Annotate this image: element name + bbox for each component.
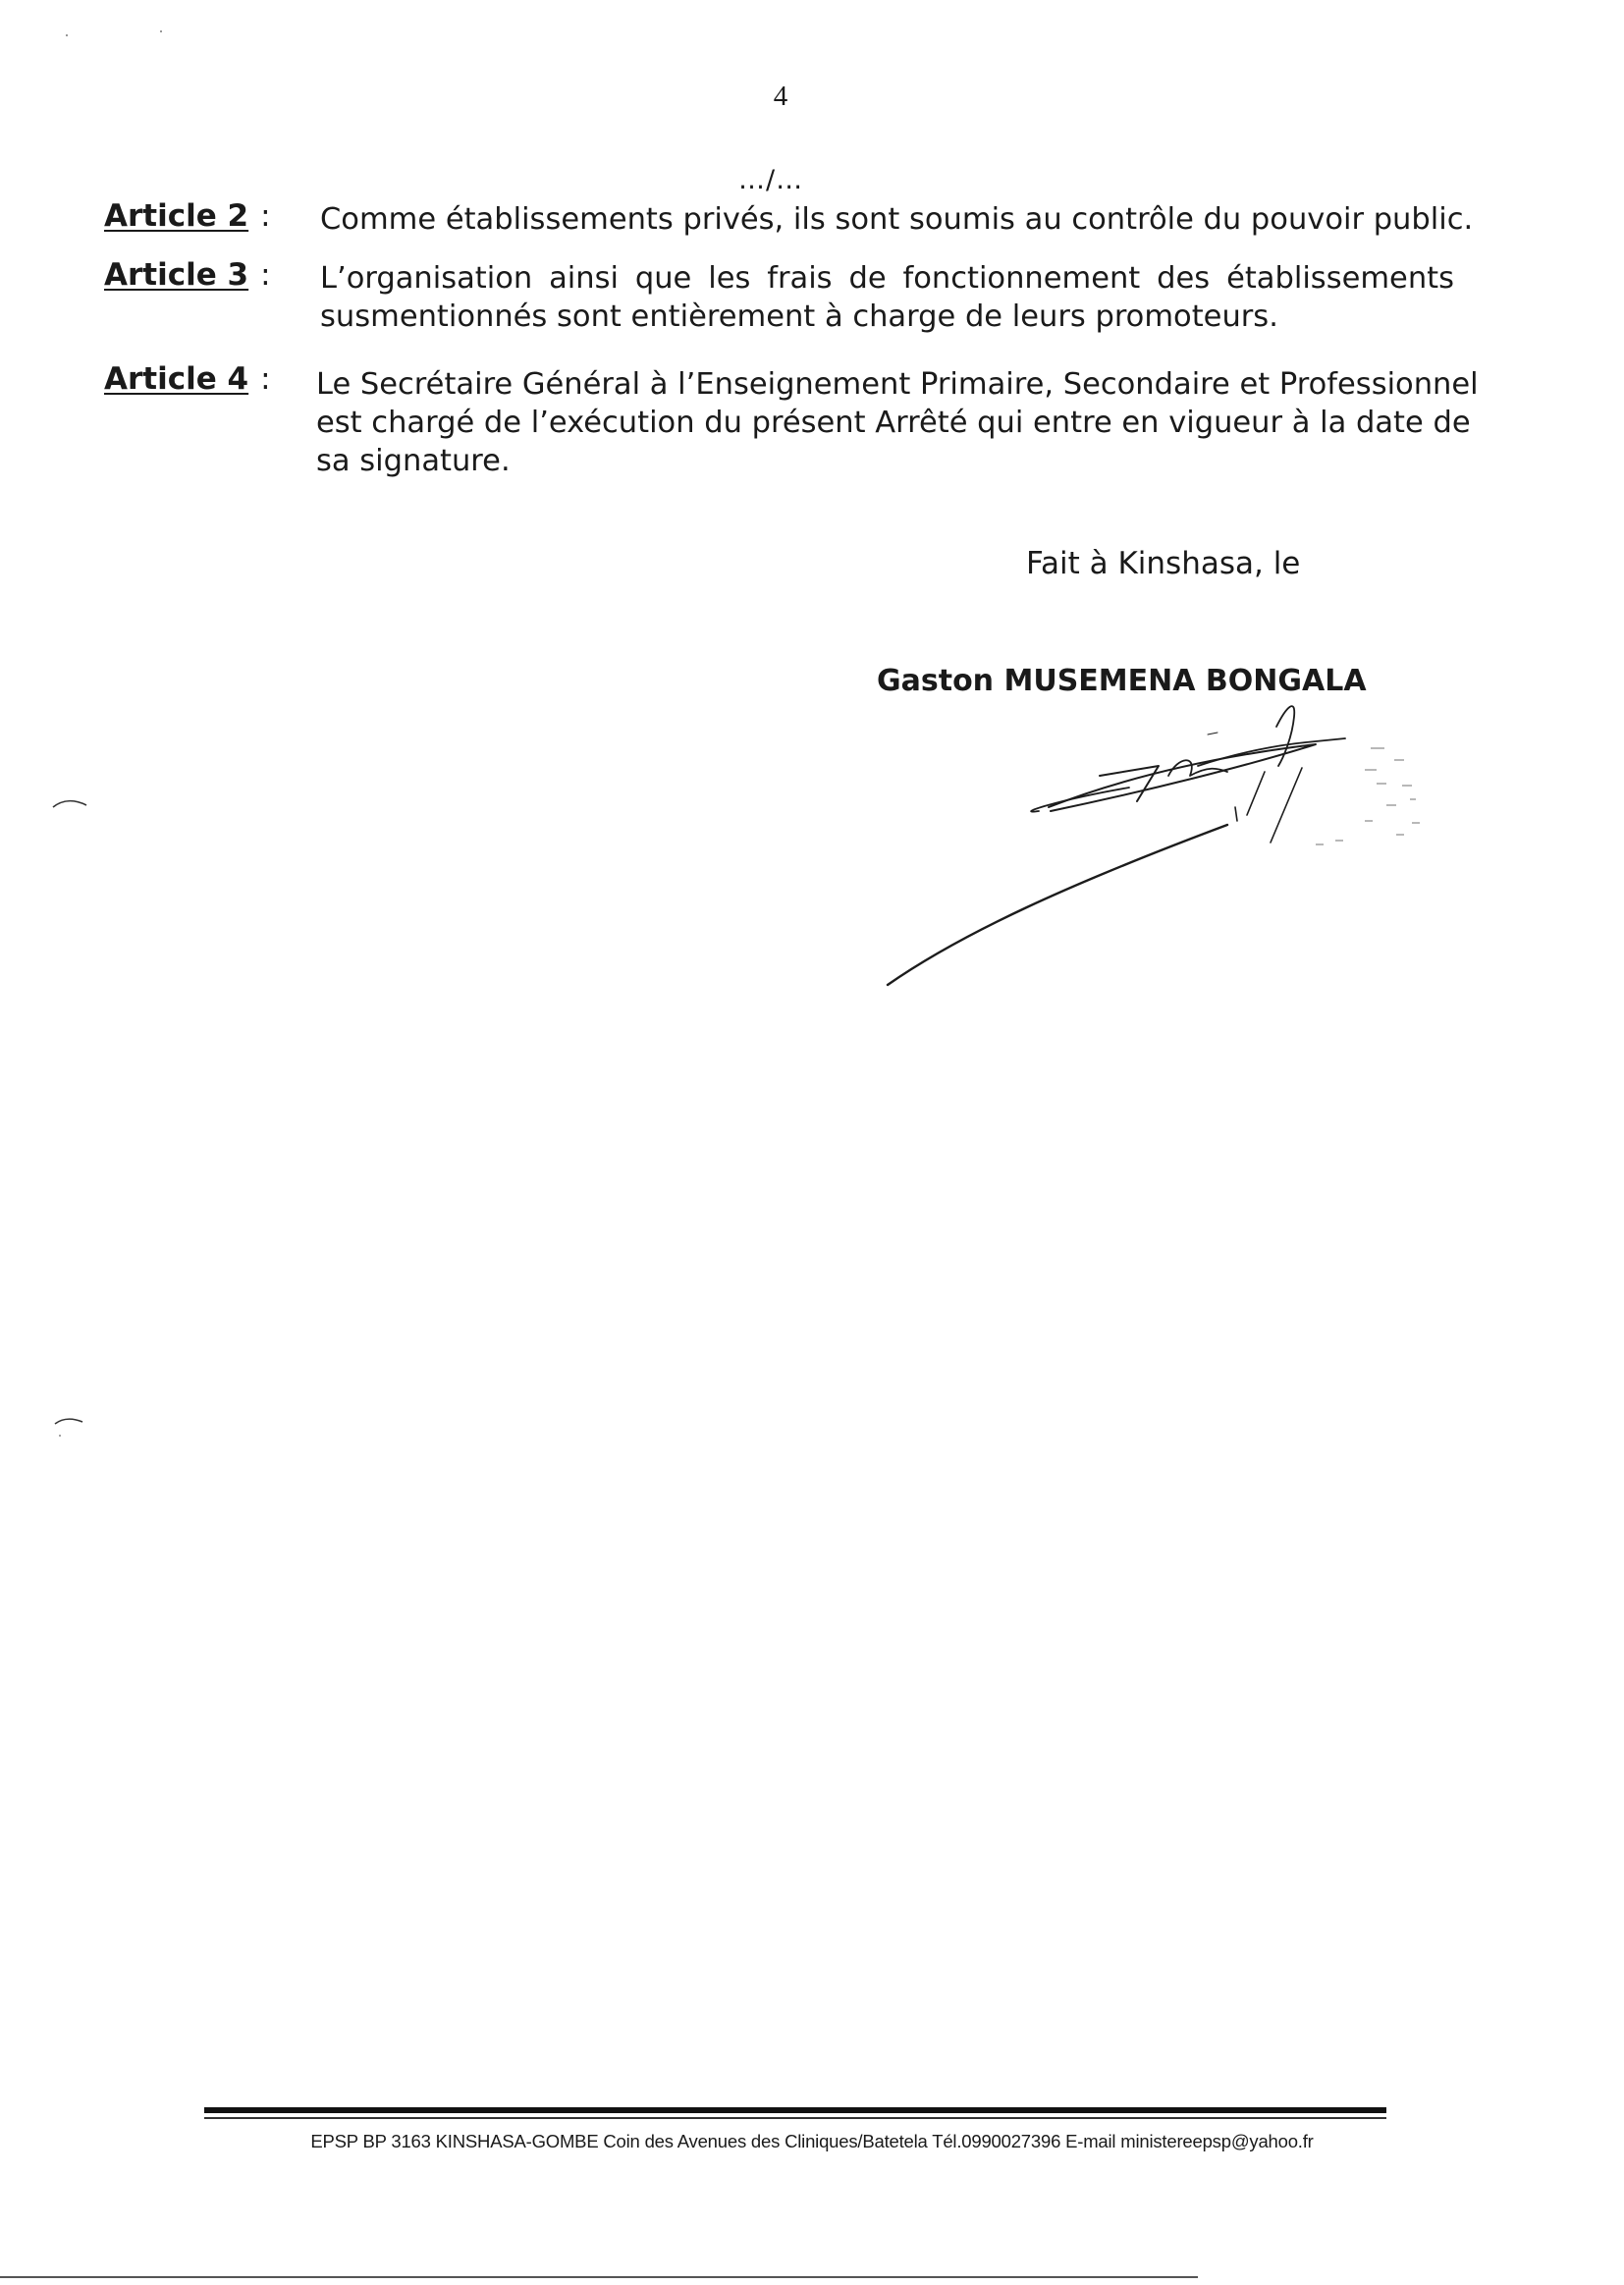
article-4-label: [104, 361, 271, 397]
footer-rule-thick: [204, 2107, 1386, 2113]
scan-bottom-edge: [0, 2276, 1198, 2278]
handwritten-signature: [874, 697, 1443, 1002]
article-2-title: Article 2: [104, 198, 249, 234]
scan-mark-1: [51, 797, 90, 811]
footer-address: EPSP BP 3163 KINSHASA-GOMBE Coin des Avenues des Cliniques/Batetela Tél.0990027396 E-mail ministereepsp@yahoo.fr: [310, 2131, 1314, 2151]
continuation-mark: …/…: [738, 165, 804, 195]
footer-rule-thin: [204, 2117, 1386, 2119]
article-3-line-1: L’organisation ainsi que les frais de fonctionnement des établissements: [320, 261, 1454, 296]
page-number: 4: [773, 81, 788, 112]
article-4-colon: :: [260, 361, 271, 397]
article-3-line-2: susmentionnés sont entièrement à charge de leurs promoteurs.: [320, 299, 1278, 334]
article-4-line-3: sa signature.: [316, 444, 511, 478]
article-2-text: [320, 200, 1474, 239]
article-4-text: [316, 365, 1479, 480]
article-3-label: [104, 257, 271, 293]
place-date: Fait à Kinshasa, le: [1026, 546, 1301, 581]
article-3-title: Article 3: [104, 257, 249, 293]
article-4-line-1: Le Secrétaire Général à l’Enseignement Primaire, Secondaire et Professionnel: [316, 367, 1479, 402]
article-2-line-1: Comme établissements privés, ils sont soumis au contrôle du pouvoir public.: [320, 202, 1474, 237]
scan-dots: [63, 26, 171, 41]
article-4-title: Article 4: [104, 361, 249, 397]
signatory-name: Gaston MUSEMENA BONGALA: [877, 664, 1367, 698]
article-2-colon: :: [260, 198, 271, 234]
scan-mark-2: [51, 1414, 86, 1440]
article-3-text: [320, 259, 1454, 336]
article-3-colon: :: [260, 257, 271, 293]
article-2-label: [104, 198, 271, 234]
article-4-line-2: est chargé de l’exécution du présent Arrêté qui entre en vigueur à la date de: [316, 406, 1471, 440]
